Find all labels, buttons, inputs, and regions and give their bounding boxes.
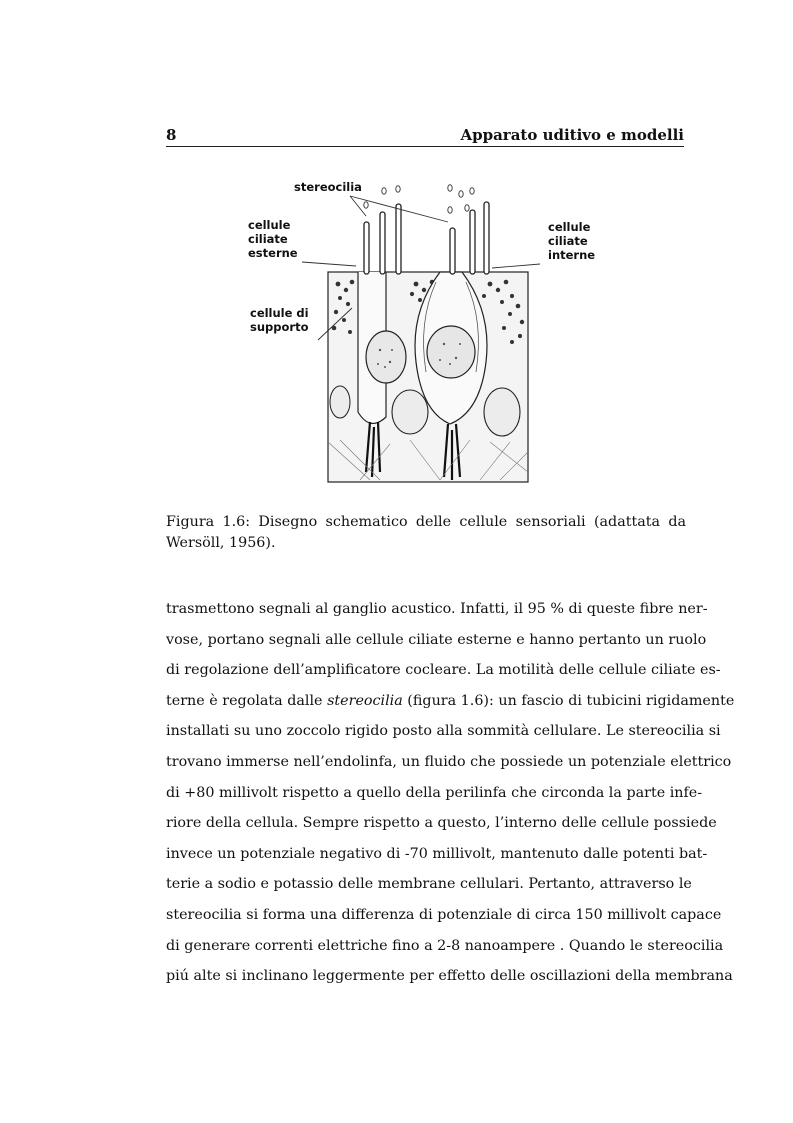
text-line: invece un potenziale negativo di -70 millivolt, mantenuto dalle potenti bat- — [166, 845, 708, 862]
label-line: esterne — [248, 246, 298, 260]
text-line: riore della cellula. Sempre rispetto a questo, l’interno delle cellule possiede — [166, 815, 717, 832]
label-line: ciliate — [248, 232, 288, 246]
figure-sensory-cells — [240, 172, 600, 490]
text-line: di +80 millivolt rispetto a quello della perilinfa che circonda la parte infe- — [166, 784, 703, 801]
text-line: di generare correnti elettriche fino a 2-8 nanoampere . Quando le stereocilia — [166, 937, 724, 954]
label-outer-hair-cells — [248, 218, 298, 260]
label-line: cellule di — [250, 306, 309, 320]
text-line: installati su uno zoccolo rigido posto alla sommità cellulare. Le stereocilia si — [166, 723, 721, 740]
text-line: vose, portano segnali alle cellule ciliate esterne e hanno pertanto un ruolo — [166, 631, 707, 648]
text-line: di regolazione dell’amplificatore cocleare. La motilità delle cellule ciliate es- — [166, 662, 721, 679]
label-stereocilia: stereocilia — [294, 180, 362, 194]
label-inner-hair-cells — [548, 220, 595, 262]
running-header — [166, 126, 684, 147]
text-line: trasmettono segnali al ganglio acustico. Infatti, il 95 % di queste fibre ner- — [166, 601, 708, 617]
label-line: ciliate — [548, 234, 588, 248]
body-paragraph — [166, 594, 735, 992]
page-number: 8 — [166, 126, 177, 144]
label-line: supporto — [250, 320, 309, 334]
running-title: Apparato uditivo e modelli — [460, 126, 684, 144]
text-line-with-emphasis — [166, 686, 735, 717]
text-line: stereocilia si forma una differenza di potenziale di circa 150 millivolt capace — [166, 906, 722, 923]
emphasis-stereocilia: stereocilia — [327, 692, 403, 709]
text-segment: terne è regolata dalle — [166, 692, 328, 709]
text-line: terie a sodio e potassio delle membrane cellulari. Pertanto, attraverso le — [166, 876, 692, 893]
label-line: cellule — [548, 220, 591, 234]
text-line: trovano immerse nell’endolinfa, un fluido che possiede un potenziale elettrico — [166, 753, 732, 770]
figure-caption: Figura 1.6: Disegno schematico delle cellule sensoriali (adattata da Wersöll, 1956). — [166, 514, 686, 551]
label-supporting-cells — [250, 306, 309, 334]
label-line: interne — [548, 248, 596, 262]
text-line: piú alte si inclinano leggermente per effetto delle oscillazioni della membrana — [166, 968, 733, 985]
label-line: cellule — [248, 218, 291, 232]
text-segment: (figura 1.6): un fascio di tubicini rigidamente — [402, 692, 735, 709]
